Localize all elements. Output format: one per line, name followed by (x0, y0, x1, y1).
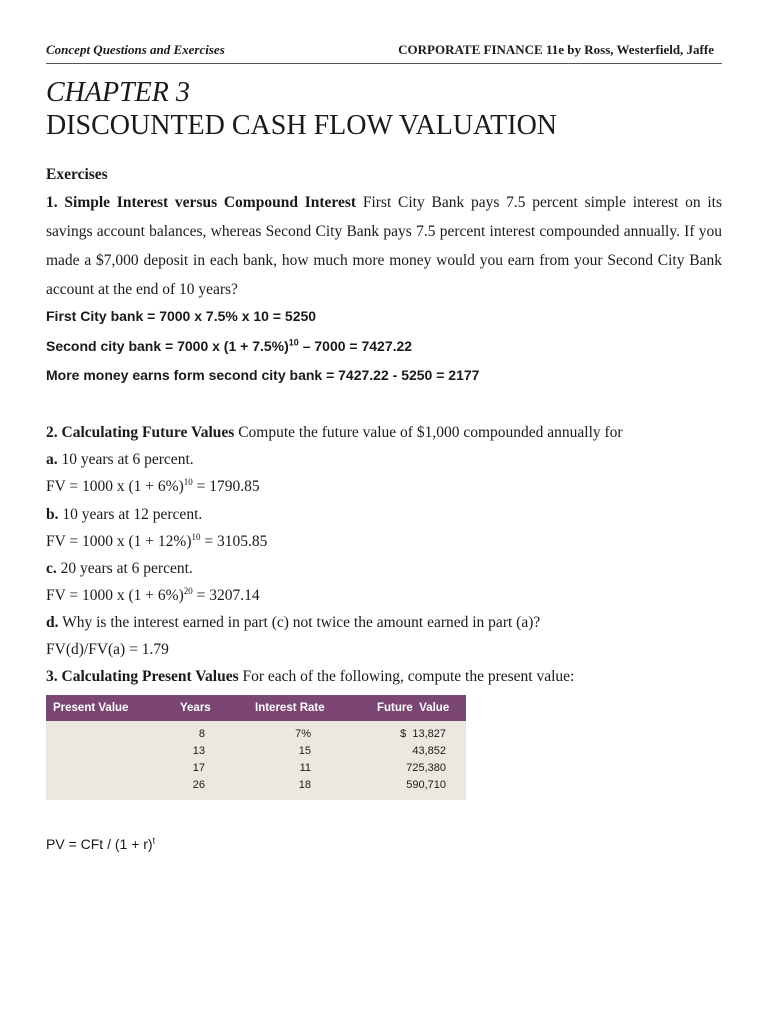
q2-part-b: b. 10 years at 12 percent. (46, 506, 203, 523)
q3-heading: Calculating Present Values (61, 668, 239, 685)
q2-part-d-answer: FV(d)/FV(a) = 1.79 (46, 641, 169, 658)
question-3: 3. Calculating Present Values For each of the following, compute the present value: (46, 668, 575, 685)
q2-part-b-answer: FV = 1000 x $(1 + 12\%)^{10} = 3105.85$ (46, 531, 268, 550)
chapter-label: CHAPTER 3 (46, 77, 190, 108)
pv-formula: PV = CFt / $(1 + r)^t$ (46, 835, 156, 852)
header-right: CORPORATE FINANCE 11e by Ross, Westerfield, Jaffe (398, 42, 714, 57)
q2-part-d: d. Why is the interest earned in part (c) not twice the amount earned in part (a)? (46, 614, 541, 631)
col-header-interest-rate: Interest Rate (255, 702, 325, 714)
q2-heading: Calculating Future Values (61, 424, 235, 441)
q1-answer-second: Second city bank = 7000 x $(1 + 7.5\%)^{10} - 7000 = 7427.22$ (46, 337, 413, 354)
q2-part-c-answer: FV = 1000 x $(1 + 6\%)^{20} = 3207.14$ (46, 585, 260, 604)
table-row: 13 15 43,852 (192, 745, 446, 757)
q1-answer-difference: More money earns form second city bank = 7427.22 - 5250 = 2177 (46, 367, 480, 383)
present-value-table (46, 695, 466, 800)
question-2: 2. Calculating Future Values Compute the future value of $1,000 compounded annually for (46, 424, 623, 441)
header-rule (46, 63, 722, 64)
q1-heading: Simple Interest versus Compound Interest (64, 194, 357, 211)
q1-answer-first: First City bank = 7000 x 7.5% x 10 = 5250 (46, 308, 317, 324)
q2-part-a-answer: FV = 1000 x $(1 + 6\%)^{10} = 1790.85$ (46, 476, 260, 495)
table-row: 8 7% $ 13,827 (198, 728, 446, 740)
exercises-heading: Exercises (46, 166, 108, 183)
col-header-years: Years (180, 702, 211, 714)
q1-text: First City Bank pays 7.5 percent simple interest on its savings account balances, whereas Second City Bank pays 7.5 percent interest compounded annually. If you made a $7,000 deposit in each bank, how much more money would you earn from your Second City Bank account at the end of 10 years? (46, 194, 722, 298)
col-header-present-value: Present Value (53, 702, 129, 714)
q2-part-a: a. 10 years at 6 percent. (46, 451, 194, 468)
table-row: 17 11 725,380 (192, 762, 446, 774)
question-1 (46, 188, 722, 304)
chapter-title: DISCOUNTED CASH FLOW VALUATION (46, 110, 558, 141)
q2-part-c: c. 20 years at 6 percent. (46, 560, 193, 577)
col-header-future-value: Future Value (377, 702, 450, 714)
table-header (46, 695, 466, 721)
q1-number: 1. (46, 194, 58, 211)
header-left: Concept Questions and Exercises (46, 42, 225, 57)
table-row: 26 18 590,710 (192, 779, 446, 791)
